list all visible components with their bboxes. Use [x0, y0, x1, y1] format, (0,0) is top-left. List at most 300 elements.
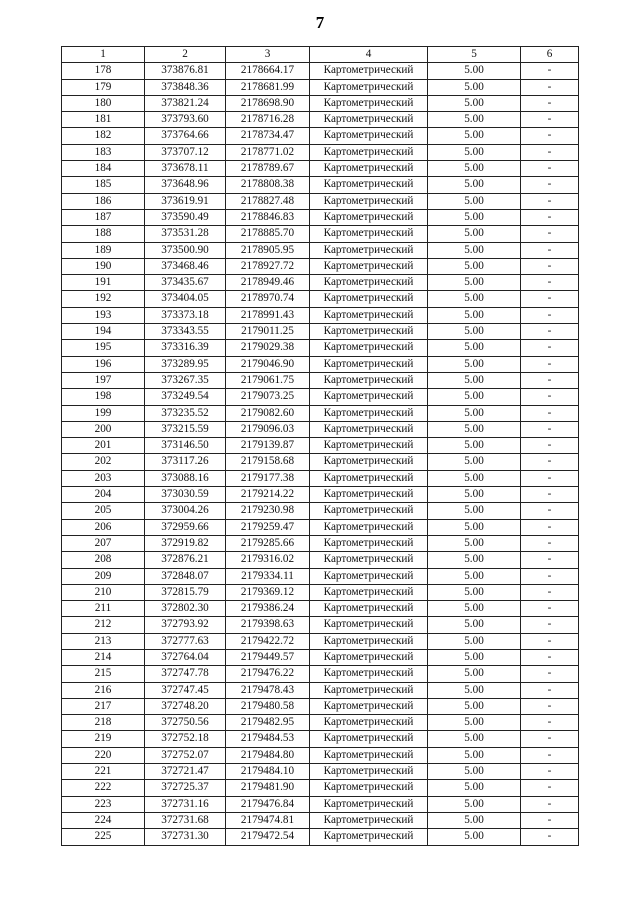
table-row [62, 454, 579, 470]
x-coordinate-cell: 373678.11 [145, 161, 226, 177]
point-number-cell: 194 [62, 324, 145, 340]
note-cell: - [521, 780, 579, 796]
x-coordinate-cell: 373500.90 [145, 242, 226, 258]
note-cell: - [521, 275, 579, 291]
x-coordinate-cell: 373004.26 [145, 503, 226, 519]
accuracy-cell: 5.00 [428, 63, 521, 79]
x-coordinate-cell: 372815.79 [145, 584, 226, 600]
table-row [62, 633, 579, 649]
table-row [62, 503, 579, 519]
x-coordinate-cell: 372747.78 [145, 666, 226, 682]
method-cell: Картометрический [310, 584, 428, 600]
x-coordinate-cell: 373373.18 [145, 307, 226, 323]
table-row [62, 258, 579, 274]
method-cell: Картометрический [310, 177, 428, 193]
note-cell: - [521, 649, 579, 665]
method-cell: Картометрический [310, 829, 428, 845]
note-cell: - [521, 601, 579, 617]
note-cell: - [521, 666, 579, 682]
x-coordinate-cell: 372802.30 [145, 601, 226, 617]
table-row [62, 291, 579, 307]
method-cell: Картометрический [310, 421, 428, 437]
table-row [62, 764, 579, 780]
point-number-cell: 219 [62, 731, 145, 747]
y-coordinate-cell: 2179398.63 [226, 617, 310, 633]
method-cell: Картометрический [310, 796, 428, 812]
y-coordinate-cell: 2179474.81 [226, 812, 310, 828]
x-coordinate-cell: 373249.54 [145, 389, 226, 405]
accuracy-cell: 5.00 [428, 258, 521, 274]
note-cell: - [521, 438, 579, 454]
method-cell: Картометрический [310, 812, 428, 828]
y-coordinate-cell: 2178927.72 [226, 258, 310, 274]
table-row [62, 535, 579, 551]
accuracy-cell: 5.00 [428, 519, 521, 535]
table-body [62, 63, 579, 845]
x-coordinate-cell: 372752.07 [145, 747, 226, 763]
table-row [62, 470, 579, 486]
table-row [62, 242, 579, 258]
x-coordinate-cell: 373876.81 [145, 63, 226, 79]
accuracy-cell: 5.00 [428, 584, 521, 600]
table-row [62, 389, 579, 405]
point-number-cell: 202 [62, 454, 145, 470]
note-cell: - [521, 193, 579, 209]
y-coordinate-cell: 2179484.53 [226, 731, 310, 747]
point-number-cell: 186 [62, 193, 145, 209]
point-number-cell: 224 [62, 812, 145, 828]
y-coordinate-cell: 2178771.02 [226, 144, 310, 160]
method-cell: Картометрический [310, 291, 428, 307]
point-number-cell: 189 [62, 242, 145, 258]
y-coordinate-cell: 2179480.58 [226, 698, 310, 714]
point-number-cell: 208 [62, 552, 145, 568]
x-coordinate-cell: 373707.12 [145, 144, 226, 160]
note-cell: - [521, 764, 579, 780]
accuracy-cell: 5.00 [428, 324, 521, 340]
method-cell: Картометрический [310, 63, 428, 79]
accuracy-cell: 5.00 [428, 454, 521, 470]
x-coordinate-cell: 373030.59 [145, 487, 226, 503]
point-number-cell: 221 [62, 764, 145, 780]
table-row [62, 372, 579, 388]
note-cell: - [521, 568, 579, 584]
table-row [62, 193, 579, 209]
accuracy-cell: 5.00 [428, 421, 521, 437]
y-coordinate-cell: 2178808.38 [226, 177, 310, 193]
note-cell: - [521, 405, 579, 421]
method-cell: Картометрический [310, 601, 428, 617]
note-cell: - [521, 715, 579, 731]
x-coordinate-cell: 373316.39 [145, 340, 226, 356]
y-coordinate-cell: 2179029.38 [226, 340, 310, 356]
y-coordinate-cell: 2179285.66 [226, 535, 310, 551]
table-row [62, 519, 579, 535]
point-number-cell: 207 [62, 535, 145, 551]
table-row [62, 552, 579, 568]
accuracy-cell: 5.00 [428, 226, 521, 242]
method-cell: Картометрический [310, 764, 428, 780]
point-number-cell: 215 [62, 666, 145, 682]
y-coordinate-cell: 2178846.83 [226, 209, 310, 225]
point-number-cell: 198 [62, 389, 145, 405]
point-number-cell: 223 [62, 796, 145, 812]
table-row [62, 715, 579, 731]
note-cell: - [521, 324, 579, 340]
note-cell: - [521, 242, 579, 258]
x-coordinate-cell: 373088.16 [145, 470, 226, 486]
table-row [62, 698, 579, 714]
accuracy-cell: 5.00 [428, 372, 521, 388]
y-coordinate-cell: 2179082.60 [226, 405, 310, 421]
y-coordinate-cell: 2179259.47 [226, 519, 310, 535]
x-coordinate-cell: 372731.16 [145, 796, 226, 812]
accuracy-cell: 5.00 [428, 242, 521, 258]
point-number-cell: 216 [62, 682, 145, 698]
column-header: 5 [428, 47, 521, 63]
table-row [62, 796, 579, 812]
point-number-cell: 218 [62, 715, 145, 731]
y-coordinate-cell: 2179046.90 [226, 356, 310, 372]
table-row [62, 584, 579, 600]
x-coordinate-cell: 372764.04 [145, 649, 226, 665]
y-coordinate-cell: 2178827.48 [226, 193, 310, 209]
method-cell: Картометрический [310, 79, 428, 95]
method-cell: Картометрический [310, 780, 428, 796]
point-number-cell: 181 [62, 112, 145, 128]
table-row [62, 747, 579, 763]
point-number-cell: 200 [62, 421, 145, 437]
point-number-cell: 214 [62, 649, 145, 665]
method-cell: Картометрический [310, 372, 428, 388]
note-cell: - [521, 356, 579, 372]
accuracy-cell: 5.00 [428, 812, 521, 828]
note-cell: - [521, 584, 579, 600]
point-number-cell: 192 [62, 291, 145, 307]
note-cell: - [521, 552, 579, 568]
accuracy-cell: 5.00 [428, 340, 521, 356]
table-row [62, 780, 579, 796]
column-header: 3 [226, 47, 310, 63]
table-row [62, 682, 579, 698]
note-cell: - [521, 79, 579, 95]
method-cell: Картометрический [310, 389, 428, 405]
method-cell: Картометрический [310, 698, 428, 714]
point-number-cell: 212 [62, 617, 145, 633]
y-coordinate-cell: 2179096.03 [226, 421, 310, 437]
accuracy-cell: 5.00 [428, 193, 521, 209]
method-cell: Картометрический [310, 209, 428, 225]
point-number-cell: 185 [62, 177, 145, 193]
table-row [62, 731, 579, 747]
accuracy-cell: 5.00 [428, 633, 521, 649]
accuracy-cell: 5.00 [428, 112, 521, 128]
method-cell: Картометрический [310, 144, 428, 160]
note-cell: - [521, 161, 579, 177]
y-coordinate-cell: 2179422.72 [226, 633, 310, 649]
y-coordinate-cell: 2178698.90 [226, 95, 310, 111]
point-number-cell: 199 [62, 405, 145, 421]
note-cell: - [521, 209, 579, 225]
page-number: 7 [315, 13, 325, 32]
table-row [62, 112, 579, 128]
accuracy-cell: 5.00 [428, 829, 521, 845]
note-cell: - [521, 519, 579, 535]
table-row [62, 144, 579, 160]
table-row [62, 666, 579, 682]
x-coordinate-cell: 373848.36 [145, 79, 226, 95]
table-header [62, 47, 579, 63]
y-coordinate-cell: 2178885.70 [226, 226, 310, 242]
note-cell: - [521, 226, 579, 242]
y-coordinate-cell: 2179139.87 [226, 438, 310, 454]
method-cell: Картометрический [310, 438, 428, 454]
x-coordinate-cell: 373619.91 [145, 193, 226, 209]
point-number-cell: 180 [62, 95, 145, 111]
point-number-cell: 178 [62, 63, 145, 79]
column-header: 1 [62, 47, 145, 63]
point-number-cell: 182 [62, 128, 145, 144]
accuracy-cell: 5.00 [428, 389, 521, 405]
method-cell: Картометрический [310, 193, 428, 209]
accuracy-cell: 5.00 [428, 209, 521, 225]
x-coordinate-cell: 373764.66 [145, 128, 226, 144]
x-coordinate-cell: 373343.55 [145, 324, 226, 340]
note-cell: - [521, 796, 579, 812]
accuracy-cell: 5.00 [428, 307, 521, 323]
method-cell: Картометрический [310, 324, 428, 340]
column-header: 2 [145, 47, 226, 63]
accuracy-cell: 5.00 [428, 747, 521, 763]
x-coordinate-cell: 373821.24 [145, 95, 226, 111]
y-coordinate-cell: 2179476.22 [226, 666, 310, 682]
y-coordinate-cell: 2179230.98 [226, 503, 310, 519]
accuracy-cell: 5.00 [428, 666, 521, 682]
accuracy-cell: 5.00 [428, 128, 521, 144]
point-number-cell: 206 [62, 519, 145, 535]
accuracy-cell: 5.00 [428, 649, 521, 665]
x-coordinate-cell: 373267.35 [145, 372, 226, 388]
accuracy-cell: 5.00 [428, 617, 521, 633]
accuracy-cell: 5.00 [428, 731, 521, 747]
point-number-cell: 210 [62, 584, 145, 600]
method-cell: Картометрический [310, 682, 428, 698]
x-coordinate-cell: 373590.49 [145, 209, 226, 225]
table-row [62, 438, 579, 454]
method-cell: Картометрический [310, 95, 428, 111]
method-cell: Картометрический [310, 405, 428, 421]
point-number-cell: 188 [62, 226, 145, 242]
x-coordinate-cell: 373648.96 [145, 177, 226, 193]
y-coordinate-cell: 2179472.54 [226, 829, 310, 845]
point-number-cell: 190 [62, 258, 145, 274]
y-coordinate-cell: 2179478.43 [226, 682, 310, 698]
x-coordinate-cell: 373117.26 [145, 454, 226, 470]
point-number-cell: 225 [62, 829, 145, 845]
y-coordinate-cell: 2179476.84 [226, 796, 310, 812]
method-cell: Картометрический [310, 617, 428, 633]
table-row [62, 161, 579, 177]
y-coordinate-cell: 2179061.75 [226, 372, 310, 388]
y-coordinate-cell: 2179484.80 [226, 747, 310, 763]
accuracy-cell: 5.00 [428, 275, 521, 291]
point-number-cell: 211 [62, 601, 145, 617]
x-coordinate-cell: 372848.07 [145, 568, 226, 584]
point-number-cell: 184 [62, 161, 145, 177]
method-cell: Картометрический [310, 226, 428, 242]
x-coordinate-cell: 373215.59 [145, 421, 226, 437]
point-number-cell: 196 [62, 356, 145, 372]
x-coordinate-cell: 372919.82 [145, 535, 226, 551]
accuracy-cell: 5.00 [428, 568, 521, 584]
method-cell: Картометрический [310, 454, 428, 470]
table-row [62, 226, 579, 242]
table-row [62, 649, 579, 665]
y-coordinate-cell: 2179482.95 [226, 715, 310, 731]
accuracy-cell: 5.00 [428, 682, 521, 698]
x-coordinate-cell: 373468.46 [145, 258, 226, 274]
method-cell: Картометрический [310, 519, 428, 535]
note-cell: - [521, 535, 579, 551]
note-cell: - [521, 421, 579, 437]
point-number-cell: 205 [62, 503, 145, 519]
accuracy-cell: 5.00 [428, 601, 521, 617]
accuracy-cell: 5.00 [428, 796, 521, 812]
accuracy-cell: 5.00 [428, 780, 521, 796]
table-row [62, 829, 579, 845]
x-coordinate-cell: 373146.50 [145, 438, 226, 454]
y-coordinate-cell: 2179214.22 [226, 487, 310, 503]
note-cell: - [521, 372, 579, 388]
table-row [62, 356, 579, 372]
note-cell: - [521, 698, 579, 714]
x-coordinate-cell: 373435.67 [145, 275, 226, 291]
note-cell: - [521, 291, 579, 307]
x-coordinate-cell: 372750.56 [145, 715, 226, 731]
y-coordinate-cell: 2179334.11 [226, 568, 310, 584]
point-number-cell: 222 [62, 780, 145, 796]
accuracy-cell: 5.00 [428, 552, 521, 568]
accuracy-cell: 5.00 [428, 95, 521, 111]
table-row [62, 617, 579, 633]
accuracy-cell: 5.00 [428, 291, 521, 307]
x-coordinate-cell: 373289.95 [145, 356, 226, 372]
x-coordinate-cell: 372747.45 [145, 682, 226, 698]
x-coordinate-cell: 372793.92 [145, 617, 226, 633]
note-cell: - [521, 617, 579, 633]
y-coordinate-cell: 2178905.95 [226, 242, 310, 258]
y-coordinate-cell: 2178789.67 [226, 161, 310, 177]
note-cell: - [521, 682, 579, 698]
point-number-cell: 213 [62, 633, 145, 649]
accuracy-cell: 5.00 [428, 356, 521, 372]
coordinates-table [61, 46, 579, 846]
method-cell: Картометрический [310, 487, 428, 503]
table-row [62, 209, 579, 225]
y-coordinate-cell: 2178681.99 [226, 79, 310, 95]
accuracy-cell: 5.00 [428, 535, 521, 551]
y-coordinate-cell: 2179158.68 [226, 454, 310, 470]
point-number-cell: 209 [62, 568, 145, 584]
point-number-cell: 201 [62, 438, 145, 454]
x-coordinate-cell: 372959.66 [145, 519, 226, 535]
note-cell: - [521, 503, 579, 519]
note-cell: - [521, 389, 579, 405]
method-cell: Картометрический [310, 470, 428, 486]
method-cell: Картометрический [310, 242, 428, 258]
note-cell: - [521, 95, 579, 111]
x-coordinate-cell: 373531.28 [145, 226, 226, 242]
note-cell: - [521, 487, 579, 503]
method-cell: Картометрический [310, 747, 428, 763]
y-coordinate-cell: 2179484.10 [226, 764, 310, 780]
accuracy-cell: 5.00 [428, 161, 521, 177]
y-coordinate-cell: 2179177.38 [226, 470, 310, 486]
y-coordinate-cell: 2178664.17 [226, 63, 310, 79]
y-coordinate-cell: 2178716.28 [226, 112, 310, 128]
method-cell: Картометрический [310, 340, 428, 356]
point-number-cell: 217 [62, 698, 145, 714]
table-row [62, 177, 579, 193]
method-cell: Картометрический [310, 307, 428, 323]
note-cell: - [521, 340, 579, 356]
method-cell: Картометрический [310, 275, 428, 291]
method-cell: Картометрический [310, 356, 428, 372]
accuracy-cell: 5.00 [428, 470, 521, 486]
y-coordinate-cell: 2178970.74 [226, 291, 310, 307]
y-coordinate-cell: 2179386.24 [226, 601, 310, 617]
point-number-cell: 191 [62, 275, 145, 291]
method-cell: Картометрический [310, 112, 428, 128]
column-header: 4 [310, 47, 428, 63]
accuracy-cell: 5.00 [428, 177, 521, 193]
note-cell: - [521, 829, 579, 845]
x-coordinate-cell: 372731.68 [145, 812, 226, 828]
note-cell: - [521, 731, 579, 747]
table-row [62, 275, 579, 291]
table-row [62, 128, 579, 144]
note-cell: - [521, 128, 579, 144]
x-coordinate-cell: 372721.47 [145, 764, 226, 780]
x-coordinate-cell: 373404.05 [145, 291, 226, 307]
method-cell: Картометрический [310, 568, 428, 584]
note-cell: - [521, 470, 579, 486]
table-row [62, 63, 579, 79]
point-number-cell: 204 [62, 487, 145, 503]
table-row [62, 568, 579, 584]
column-header: 6 [521, 47, 579, 63]
table-row [62, 812, 579, 828]
method-cell: Картометрический [310, 258, 428, 274]
y-coordinate-cell: 2179073.25 [226, 389, 310, 405]
method-cell: Картометрический [310, 633, 428, 649]
table-row [62, 340, 579, 356]
point-number-cell: 195 [62, 340, 145, 356]
header-row [62, 47, 579, 63]
y-coordinate-cell: 2179449.57 [226, 649, 310, 665]
table-row [62, 79, 579, 95]
point-number-cell: 197 [62, 372, 145, 388]
y-coordinate-cell: 2178734.47 [226, 128, 310, 144]
y-coordinate-cell: 2179316.02 [226, 552, 310, 568]
accuracy-cell: 5.00 [428, 715, 521, 731]
point-number-cell: 203 [62, 470, 145, 486]
accuracy-cell: 5.00 [428, 764, 521, 780]
x-coordinate-cell: 373235.52 [145, 405, 226, 421]
method-cell: Картометрический [310, 715, 428, 731]
x-coordinate-cell: 372748.20 [145, 698, 226, 714]
note-cell: - [521, 112, 579, 128]
